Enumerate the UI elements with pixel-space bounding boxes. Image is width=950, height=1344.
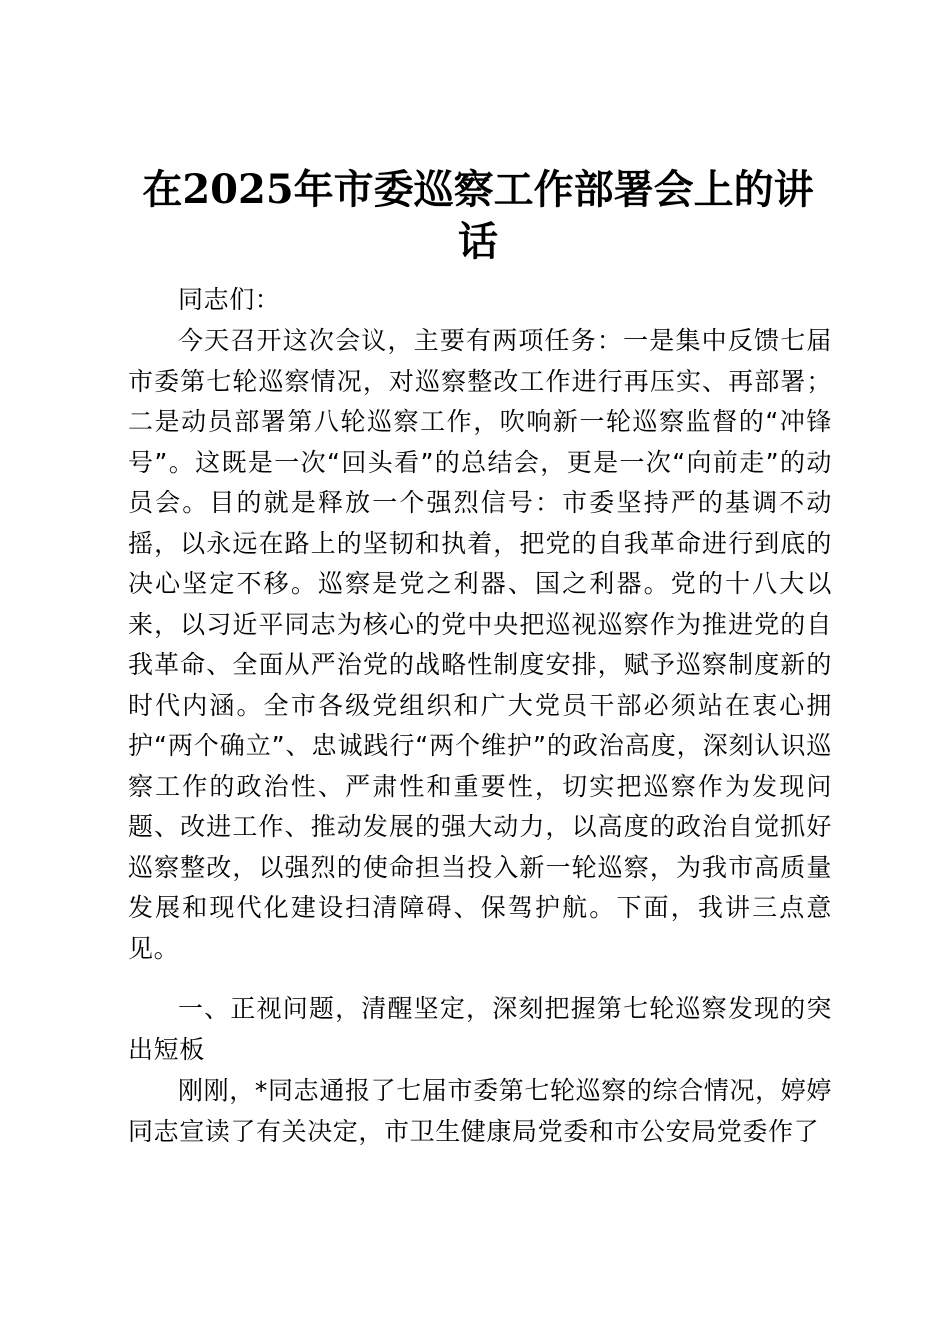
salutation: 同志们：: [178, 285, 281, 314]
body-paragraph-2: 刚刚，*同志通报了七届市委第七轮巡察的综合情况，婷婷同志宣读了有关决定，市卫生健康局党委和市公安局党委作了: [128, 1076, 832, 1146]
body-paragraph-1: 今天召开这次会议，主要有两项任务：一是集中反馈七届市委第七轮巡察情况，对巡察整改工作进行再压实、再部署；二是动员部署第八轮巡察工作，吹响新一轮巡察监督的“冲锋号”。这既是一次“回头看”的总结会，更是一次“向前走”的动员会。目的就是释放一个强烈信号：市委坚持严的基调不动摇，以永远在路上的坚韧和执着，把党的自我革命进行到底的决心坚定不移。巡察是党之利器、国之利器。党的十八大以来，以习近平同志为核心的党中央把巡视巡察作为推进党的自我革命、全面从严治党的战略性制度安排，赋予巡察制度新的时代内涵。全市各级党组织和广大党员干部必须站在衷心拥护“两个确立”、忠诚践行“两个维护”的政治高度，深刻认识巡察工作的政治性、严肃性和重要性，切实把巡察作为发现问题、改进工作、推动发展的强大动力，以高度的政治自觉抓好巡察整改，以强烈的使命担当投入新一轮巡察，为我市高质量发展和现代化建设扫清障碍、保驾护航。下面，我讲三点意见。: [128, 326, 832, 963]
section-heading-1: 一、正视问题，清醒坚定，深刻把握第七轮巡察发现的突出短板: [128, 994, 832, 1064]
document-title: 在2025年市委巡察工作部署会上的讲话: [142, 166, 814, 265]
